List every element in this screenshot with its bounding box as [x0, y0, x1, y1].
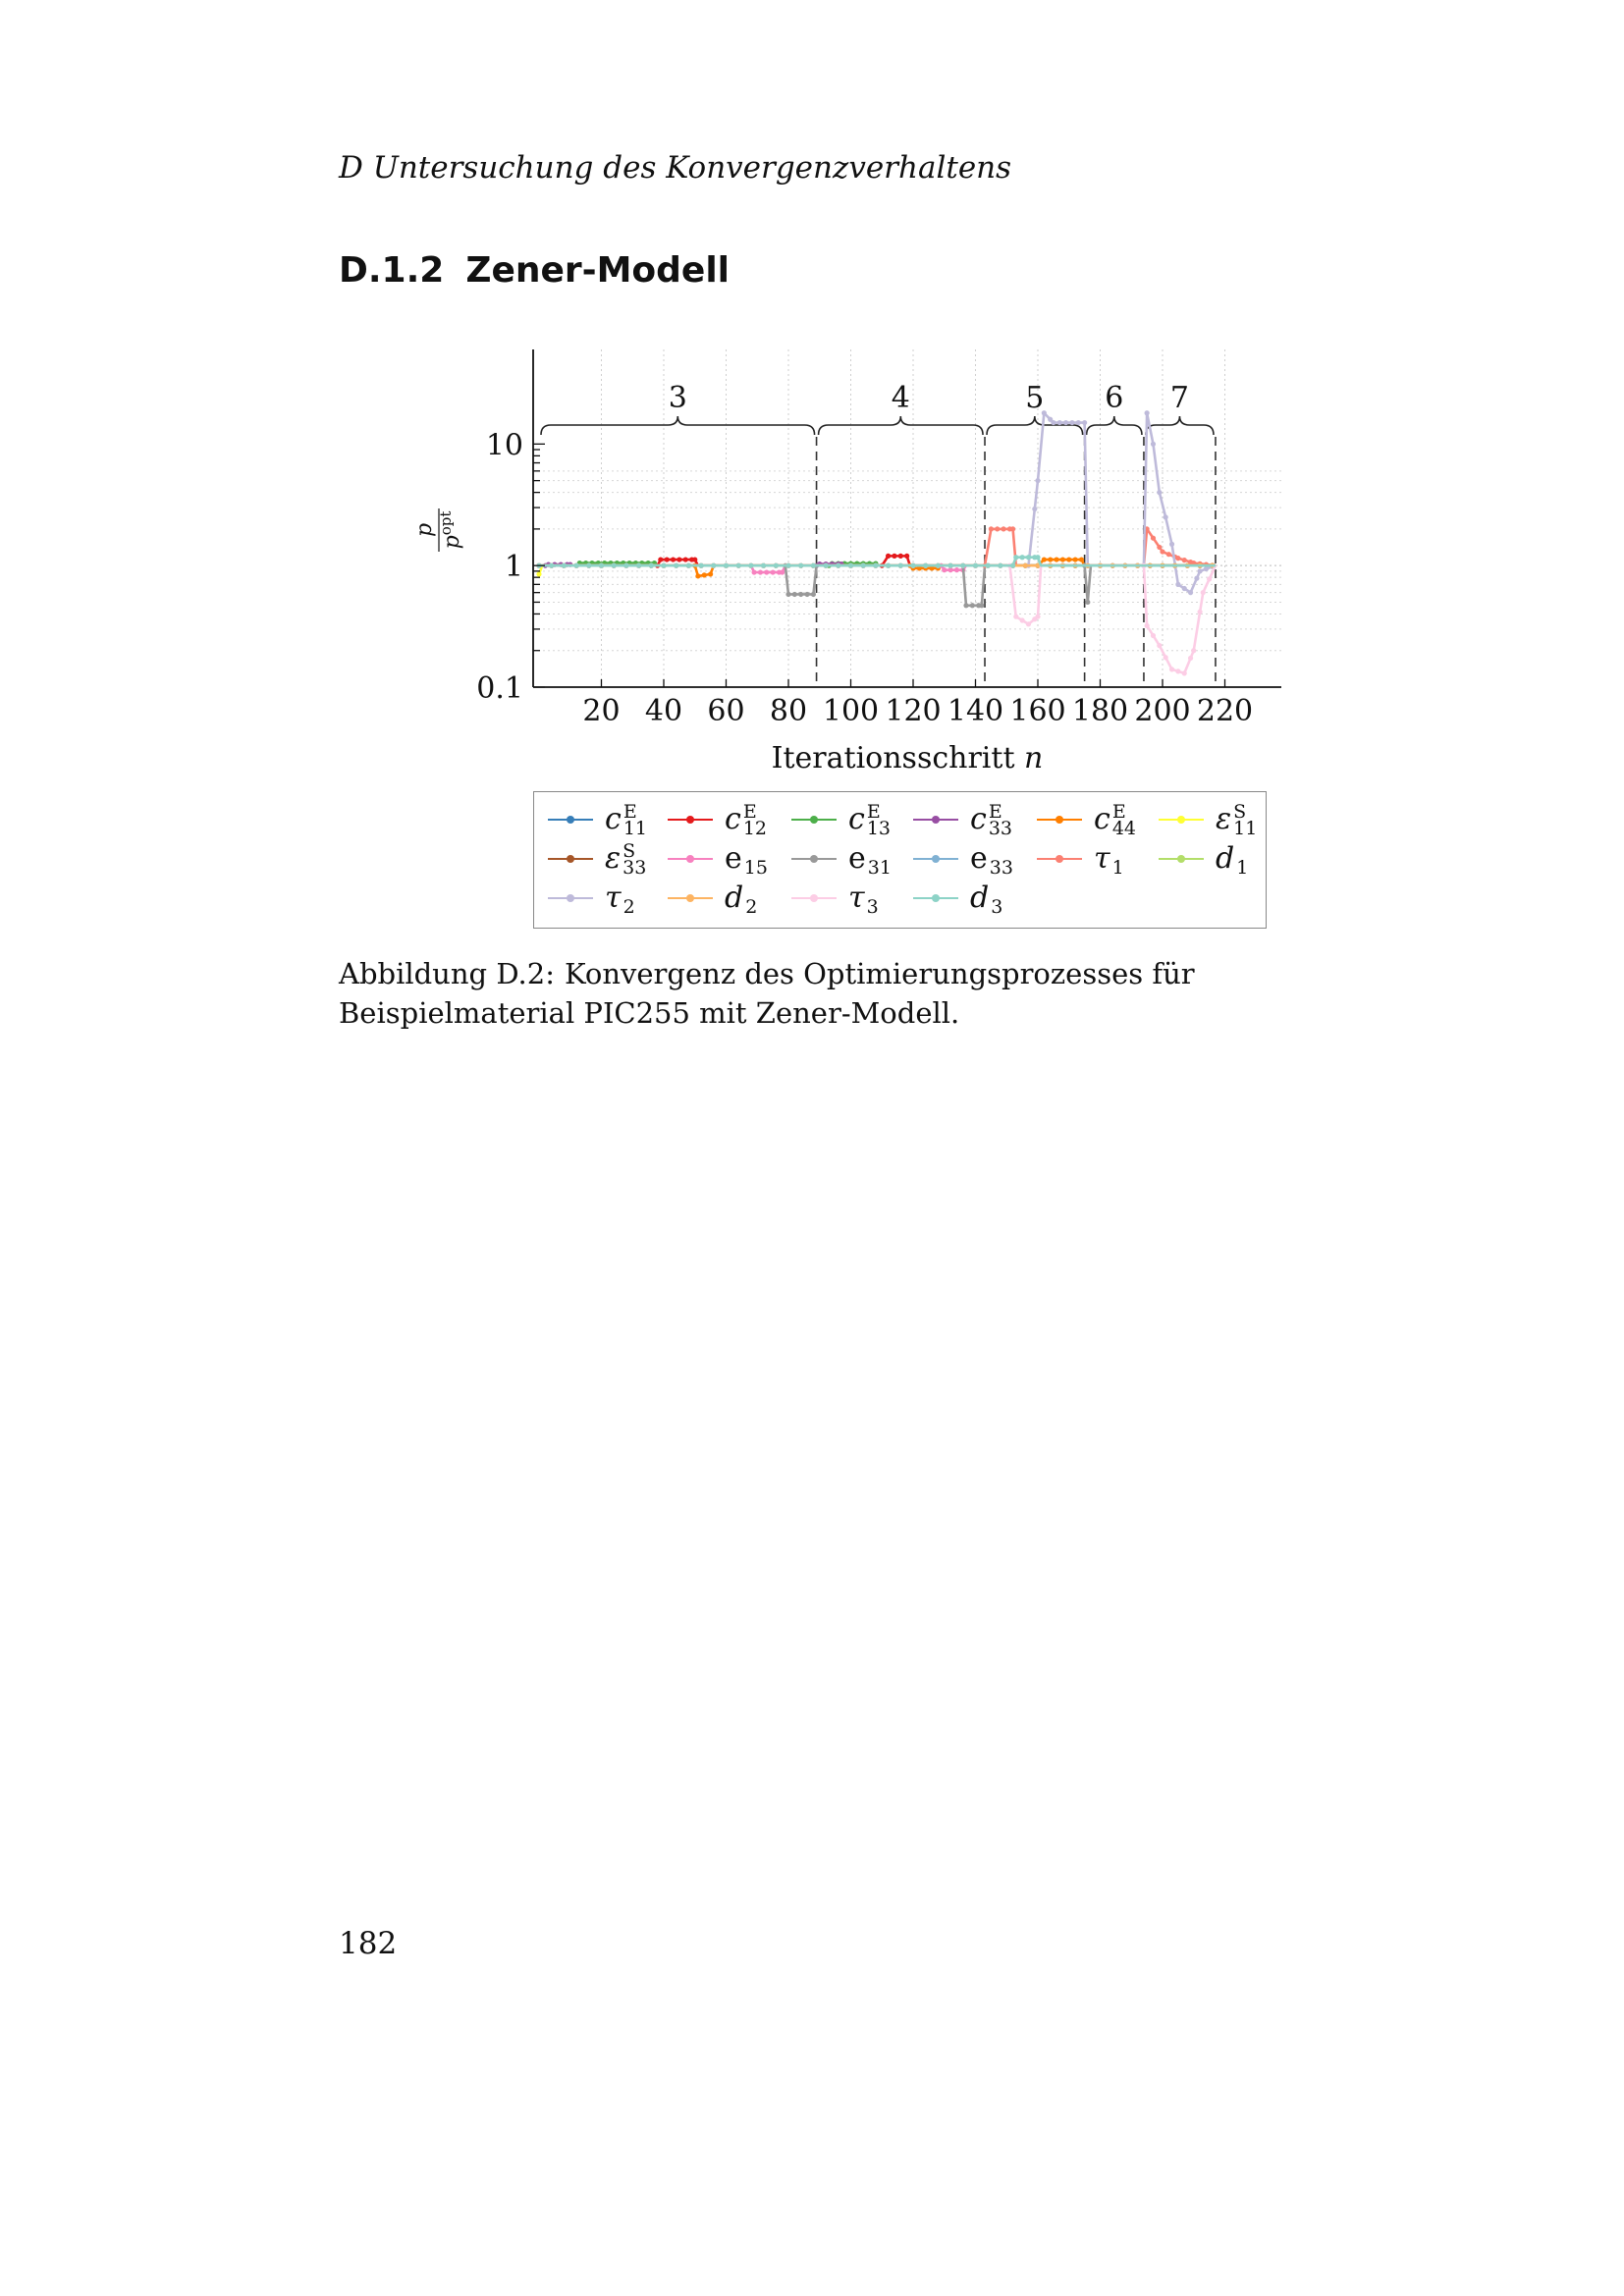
series-marker	[612, 563, 617, 568]
series-marker	[861, 563, 866, 568]
stage-brace	[1146, 416, 1214, 435]
legend-item	[548, 839, 646, 879]
stage-label: 7	[1169, 381, 1190, 415]
stage-layer	[541, 416, 1216, 687]
series-marker	[998, 563, 1002, 568]
series-marker	[599, 563, 604, 568]
y-axis-label-denominator: $p^{opt}$	[437, 510, 464, 550]
legend-item	[791, 839, 892, 879]
x-tick-label: 180	[1071, 694, 1129, 728]
x-tick-label: 40	[644, 694, 683, 728]
series-marker	[910, 563, 915, 568]
series-marker	[785, 563, 790, 568]
x-tick-label: 20	[582, 694, 621, 728]
series-marker	[1079, 557, 1084, 561]
series-marker	[886, 554, 891, 559]
legend-swatch	[913, 810, 958, 829]
caption-text: Konvergenz des Optimierungsprozesses für Beispielmaterial PIC255 mit Zener-Modell.	[339, 957, 1195, 1030]
series-marker	[1145, 410, 1150, 415]
caption-label: Abbildung D.2:	[339, 957, 555, 990]
legend-item	[668, 839, 768, 879]
series-marker	[683, 557, 688, 561]
series-marker	[948, 567, 953, 572]
series-marker	[1013, 555, 1018, 560]
series-marker	[1182, 670, 1187, 675]
series-marker	[1013, 614, 1018, 619]
legend-swatch	[791, 810, 837, 829]
series-marker	[1085, 600, 1090, 605]
series-marker	[1175, 556, 1180, 561]
series-marker	[780, 569, 785, 574]
legend-label: d 2	[725, 881, 758, 918]
series-marker	[1169, 542, 1174, 547]
x-tick-label: 80	[769, 694, 808, 728]
series-marker	[1182, 586, 1187, 591]
series-marker	[811, 563, 816, 568]
series-marker	[1073, 557, 1078, 561]
series-marker	[1160, 549, 1164, 554]
y-axis-label	[412, 508, 464, 552]
legend-item	[1037, 800, 1136, 839]
y-tick-label: 1	[504, 550, 523, 585]
series-marker	[995, 526, 1000, 531]
series-marker	[804, 592, 809, 597]
chart-legend	[533, 791, 1267, 929]
legend-swatch	[913, 888, 958, 908]
legend-item	[668, 800, 767, 839]
stage-brace	[987, 416, 1083, 435]
series-marker	[699, 563, 704, 568]
legend-swatch	[1037, 810, 1082, 829]
series-marker	[671, 557, 676, 561]
legend-swatch	[548, 810, 593, 829]
series-marker	[848, 563, 853, 568]
x-tick-label: 140	[947, 694, 1004, 728]
series-marker	[774, 563, 779, 568]
y-tick-label: 0.1	[476, 671, 523, 706]
legend-swatch	[791, 849, 837, 869]
legend-item	[1159, 839, 1248, 879]
legend-label: ε S 11	[1216, 801, 1258, 839]
series-marker	[1026, 555, 1031, 560]
series-marker	[948, 563, 953, 568]
series-marker	[686, 563, 691, 568]
series-marker	[1145, 623, 1150, 628]
section-title: Zener-Modell	[465, 250, 731, 291]
series-marker	[586, 563, 591, 568]
legend-item	[668, 879, 757, 918]
series-marker	[898, 554, 903, 559]
running-head: D Untersuchung des Konvergenzverhaltens	[339, 150, 1012, 186]
series-marker	[1023, 563, 1028, 568]
series-marker	[936, 563, 941, 568]
series-marker	[973, 563, 978, 568]
series-marker	[748, 563, 753, 568]
series-marker	[1010, 563, 1015, 568]
series-marker	[824, 563, 829, 568]
series-marker	[1194, 576, 1199, 581]
series-marker	[1035, 478, 1040, 483]
series-marker	[979, 603, 984, 608]
series-marker	[1204, 566, 1209, 571]
legend-swatch	[913, 849, 958, 869]
series-marker	[702, 572, 707, 577]
series-marker	[771, 569, 776, 574]
series-marker	[811, 592, 816, 597]
series-marker	[1151, 536, 1156, 541]
stage-label: 4	[891, 381, 910, 415]
legend-label: e 31	[848, 841, 892, 879]
legend-label: c E 44	[1094, 801, 1136, 839]
series-marker	[636, 563, 641, 568]
legend-label: c E 11	[605, 801, 647, 839]
legend-item	[548, 879, 635, 918]
series-marker	[1035, 614, 1040, 619]
series-marker	[960, 563, 965, 568]
series-marker	[986, 563, 991, 568]
legend-label: τ 2	[605, 881, 635, 918]
series-marker	[1020, 555, 1025, 560]
series-marker	[711, 563, 716, 568]
legend-label: e 15	[725, 841, 768, 879]
legend-item	[548, 800, 647, 839]
series-marker	[1010, 526, 1015, 531]
legend-swatch	[548, 888, 593, 908]
series-marker	[873, 563, 878, 568]
series-marker	[677, 557, 681, 561]
series-marker	[886, 563, 891, 568]
series-marker	[785, 592, 790, 597]
series-marker	[1151, 442, 1156, 447]
stage-label: 6	[1105, 381, 1124, 415]
series-line	[539, 529, 1216, 565]
series-marker	[1198, 568, 1203, 573]
legend-item	[1159, 800, 1257, 839]
series-marker	[1026, 621, 1031, 626]
x-tick-label: 120	[885, 694, 942, 728]
series-marker	[1051, 420, 1056, 425]
series-marker	[708, 571, 713, 576]
stage-brace	[1087, 416, 1142, 435]
stage-brace	[541, 416, 815, 435]
legend-item	[791, 800, 891, 839]
legend-label: d 1	[1216, 841, 1249, 879]
series-marker	[1076, 420, 1081, 425]
series-layer	[536, 410, 1216, 675]
legend-item	[913, 839, 1013, 879]
series-marker	[1157, 545, 1162, 550]
series-marker	[942, 567, 947, 572]
y-axis-label-numerator: p	[412, 522, 437, 538]
series-marker	[1054, 557, 1058, 561]
series-marker	[1032, 507, 1037, 511]
label-layer	[412, 381, 1253, 775]
series-marker	[1157, 490, 1162, 495]
legend-swatch	[668, 849, 713, 869]
series-marker	[764, 569, 769, 574]
series-marker	[1048, 557, 1053, 561]
x-tick-label: 60	[707, 694, 745, 728]
series-marker	[724, 563, 729, 568]
series-marker	[1182, 558, 1187, 562]
series-marker	[923, 563, 928, 568]
series-marker	[1066, 557, 1071, 561]
series-marker	[1151, 633, 1156, 638]
series-line	[539, 565, 1216, 673]
legend-swatch	[1159, 849, 1204, 869]
series-marker	[1164, 655, 1168, 660]
legend-swatch	[668, 810, 713, 829]
section-number: D.1.2	[339, 250, 445, 291]
series-marker	[574, 563, 579, 568]
x-tick-label: 220	[1196, 694, 1254, 728]
series-marker	[963, 603, 968, 608]
series-marker	[649, 563, 654, 568]
legend-item	[913, 879, 1002, 918]
legend-item	[1037, 839, 1124, 879]
legend-swatch	[668, 888, 713, 908]
series-marker	[692, 557, 697, 561]
x-axis-label: Iterationsschritt n	[771, 741, 1044, 775]
x-tick-label: 100	[822, 694, 880, 728]
series-marker	[836, 563, 840, 568]
series-marker	[898, 563, 903, 568]
series-marker	[904, 554, 909, 559]
series-marker	[1198, 610, 1203, 614]
stage-brace	[819, 416, 983, 435]
series-marker	[658, 557, 663, 561]
legend-item	[791, 879, 879, 918]
series-marker	[758, 569, 763, 574]
series-marker	[1175, 668, 1180, 673]
series-marker	[1175, 582, 1180, 587]
page-number: 182	[339, 1926, 398, 1961]
legend-label: c E 12	[725, 801, 767, 839]
legend-label: τ 1	[1094, 841, 1124, 879]
series-marker	[954, 567, 959, 572]
series-marker	[1035, 555, 1040, 560]
series-marker	[736, 563, 741, 568]
series-marker	[1201, 590, 1206, 595]
stage-label: 3	[668, 381, 687, 415]
series-marker	[665, 557, 670, 561]
series-marker	[970, 603, 975, 608]
y-tick-label: 10	[485, 428, 523, 463]
series-marker	[1188, 656, 1193, 661]
series-marker	[661, 563, 666, 568]
series-marker	[562, 563, 567, 568]
series-marker	[792, 592, 797, 597]
series-marker	[623, 563, 628, 568]
series-marker	[1207, 576, 1212, 581]
series-marker	[798, 592, 803, 597]
series-marker	[674, 563, 678, 568]
series-marker	[1069, 420, 1074, 425]
legend-swatch	[1159, 810, 1204, 829]
series-marker	[1169, 667, 1174, 671]
legend-item	[913, 800, 1012, 839]
series-marker	[1157, 643, 1162, 648]
series-marker	[798, 563, 803, 568]
legend-label: τ 3	[848, 881, 879, 918]
series-marker	[751, 569, 756, 574]
legend-label: e 33	[970, 841, 1013, 879]
legend-swatch	[791, 888, 837, 908]
series-marker	[1057, 420, 1062, 425]
y-axis-label-superscript: opt	[437, 510, 455, 536]
series-marker	[1164, 514, 1168, 519]
legend-swatch	[548, 849, 593, 869]
series-marker	[892, 554, 896, 559]
x-tick-label: 160	[1009, 694, 1066, 728]
series-marker	[989, 526, 994, 531]
series-marker	[695, 573, 700, 578]
series-marker	[1082, 420, 1087, 425]
figure-caption	[339, 954, 1360, 1033]
x-axis-label-var: n	[1024, 741, 1044, 775]
legend-swatch	[1037, 849, 1082, 869]
series-marker	[1020, 617, 1025, 622]
series-marker	[1042, 557, 1047, 561]
stage-label: 5	[1025, 381, 1045, 415]
series-marker	[536, 571, 541, 576]
series-marker	[1063, 420, 1068, 425]
series-marker	[1188, 590, 1193, 595]
x-tick-label: 200	[1134, 694, 1191, 728]
series-marker	[1191, 648, 1196, 653]
series-marker	[761, 563, 766, 568]
series-marker	[1166, 552, 1171, 557]
legend-label: ε S 33	[605, 840, 647, 879]
series-marker	[1001, 526, 1005, 531]
series-marker	[1060, 557, 1065, 561]
legend-label: d 3	[970, 881, 1003, 918]
legend-label: c E 13	[848, 801, 891, 839]
series-marker	[549, 563, 554, 568]
legend-label: c E 33	[970, 801, 1012, 839]
